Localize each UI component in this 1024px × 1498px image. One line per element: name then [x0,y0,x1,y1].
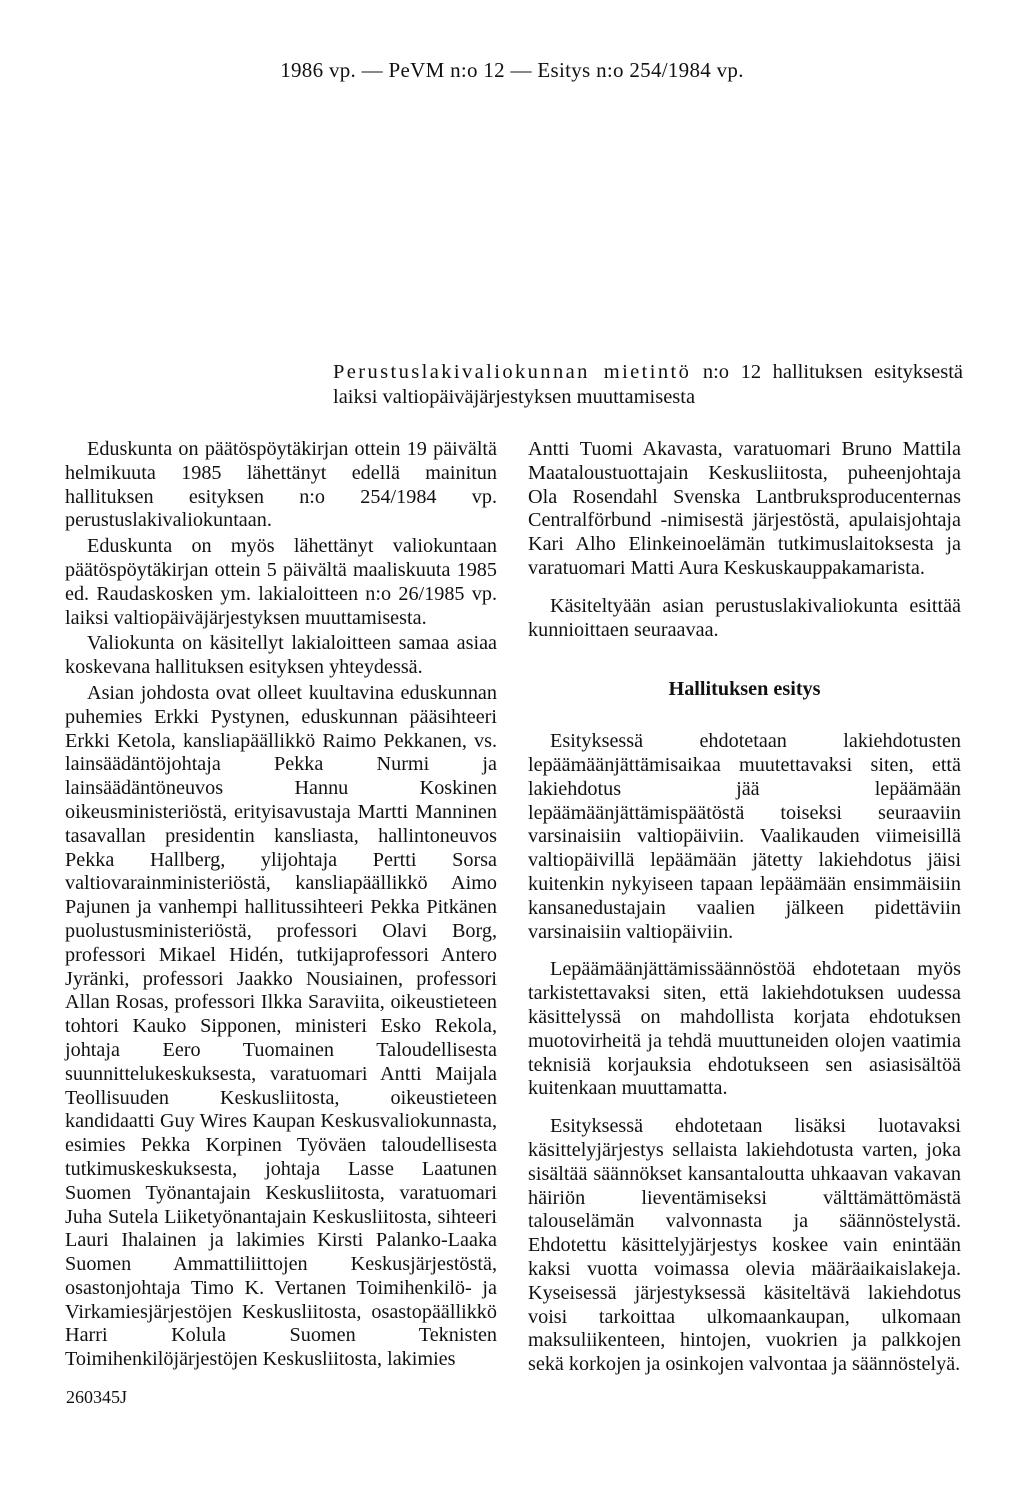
running-header: 1986 vp. — PeVM n:o 12 — Esitys n:o 254/1984 vp. [280,58,744,82]
paragraph-referral: Eduskunta on päätöspöytäkirjan ottein 19 päivältä helmikuuta 1985 lähettänyt edellä mainitun hallituksen esityksen n:o 254/1984 vp. perustuslakivaliokuntaan. [65,438,497,532]
paragraph-proposal-revision: Lepäämäänjättämissäännöstöä ehdotetaan myös tarkistettavaksi siten, että lakiehdotuksen uudessa käsittelyssä on mahdollista korjata ehdotuksen muotovirheitä ja tehdä muuttuneiden olojen vaatimia teknisiä korjauksia ehdotukseen sen asiasisältöä kuitenkaan muuttamatta. [528,958,961,1100]
report-title [333,360,963,410]
right-column [528,438,961,1377]
paragraph-experts-heard: Asian johdosta ovat olleet kuultavina eduskunnan puhemies Erkki Pystynen, eduskunnan pääsihteeri Erkki Ketola, kansliapäällikkö Raimo Pekkanen, vs. lainsäädäntöjohtaja Pekka Nurmi ja lainsäädäntöneuvos Hannu Koskinen oikeusministeriöstä, erityisavustaja Martti Manninen tasavallan presidentin kansliasta, hallintoneuvos Pekka Hallberg, ylijohtaja Pertti Sorsa valtiovarainministeriöstä, kansliapäällikkö Aimo Pajunen ja vanhempi hallitussihteeri Pekka Pitkänen puolustusministeriöstä, professori Olavi Borg, professori Mikael Hidén, tutkijaprofessori Antero Jyränki, professori Jaakko Nousiainen, professori Allan Rosas, professori Ilkka Saraviita, oikeustieteen tohtori Kauko Sipponen, ministeri Esko Rekola, johtaja Eero Tuomainen Taloudellisesta suunnittelukeskuksesta, varatuomari Antti Maijala Teollisuuden Keskusliitosta, oikeustieteen kandidaatti Guy Wires Kaupan Keskusvaliokunnasta, esimies Pekka Korpinen Työväen taloudellisesta tutkimuskeskuksesta, johtaja Lasse Laatunen Suomen Työnantajain Keskusliitosta, varatuomari Juha Sutela Liiketyönantajain Keskusliitosta, sihteeri Lauri Ihalainen ja lakimies Kirsti Palanko-Laaka Suomen Ammattiliittojen Keskusjärjestöstä, osastonjohtaja Timo K. Vertanen Toimihenkilö- ja Virkamiesjärjestöjen Keskusliitosta, osastopäällikkö Harri Kolula Suomen Teknisten Toimihenkilöjärjestöjen Keskusliitosta, lakimies [65,681,497,1371]
paragraph-conclusion: Käsiteltyään asian perustuslakivaliokunta esittää kunnioittaen seuraavaa. [528,594,961,641]
left-column [65,438,497,1372]
section-heading: Hallituksen esitys [668,678,821,701]
print-code: 260345J [66,1387,128,1407]
report-title-rest: n:o 12 hallituksen esityksestä laiksi valtiopäiväjärjestyksen muuttamisesta [333,361,963,408]
report-title-spaced: Perustuslakivaliokunnan mietintö [333,361,692,383]
paragraph-proposal-procedure: Esityksessä ehdotetaan lisäksi luotavaksi käsittelyjärjestys sellaista lakiehdotusta varten, joka sisältää säännökset kansantaloutta uhkaavan vakavan häiriön lieventämiseksi välttämättömästä talouselämän valvonnasta ja säännöstelystä. Ehdotettu käsittelyjärjestys koskee vain enintään kaksi vuotta voimassa olevia määräaikaislakeja. Kyseisessä järjestyksessä käsiteltävä lakiehdotus voisi tarkoittaa ulkomaankaupan, ulkomaan maksuliikenteen, hintojen, vuokrien ja palkkojen sekä korkojen ja osinkojen valvontaa ja säännöstelyä. [528,1115,961,1376]
paragraph-proposal-summary: Esityksessä ehdotetaan lakiehdotusten lepäämäänjättämisaikaa muutettavaksi siten, että lakiehdotus jää lepäämään lepäämäänjättämispäätöstä toiseksi seuraaviin varsinaisiin valtiopäiviin. Vaalikauden viimeisillä valtiopäivillä lepäämään jätetty lakiehdotus jäisi kuitenkin nykyiseen tapaan lepäämään ensimmäisiin kansanedustajain vaalien jälkeen pidettäviin varsinaisiin valtiopäiviin. [528,730,961,943]
paragraph-experts-continued: Antti Tuomi Akavasta, varatuomari Bruno Mattila Maataloustuottajain Keskusliitosta, puheenjohtaja Ola Rosendahl Svenska Lantbruksproducenternas Centralförbund -nimisestä järjestöstä, apulaisjohtaja Kari Alho Elinkeinoelämän tutkimuslaitoksesta ja varatuomari Matti Aura Keskuskauppakamarista. [528,438,961,579]
paragraph-consideration: Valiokunta on käsitellyt lakialoitteen samaa asiaa koskevana hallituksen esityksen yhteydessä. [65,632,497,679]
paragraph-initiative: Eduskunta on myös lähettänyt valiokuntaan päätöspöytäkirjan ottein 5 päivältä maaliskuuta 1985 ed. Raudaskosken ym. lakialoitteen n:o 26/1985 vp. laiksi valtiopäiväjärjestyksen muuttamisesta. [65,535,497,629]
